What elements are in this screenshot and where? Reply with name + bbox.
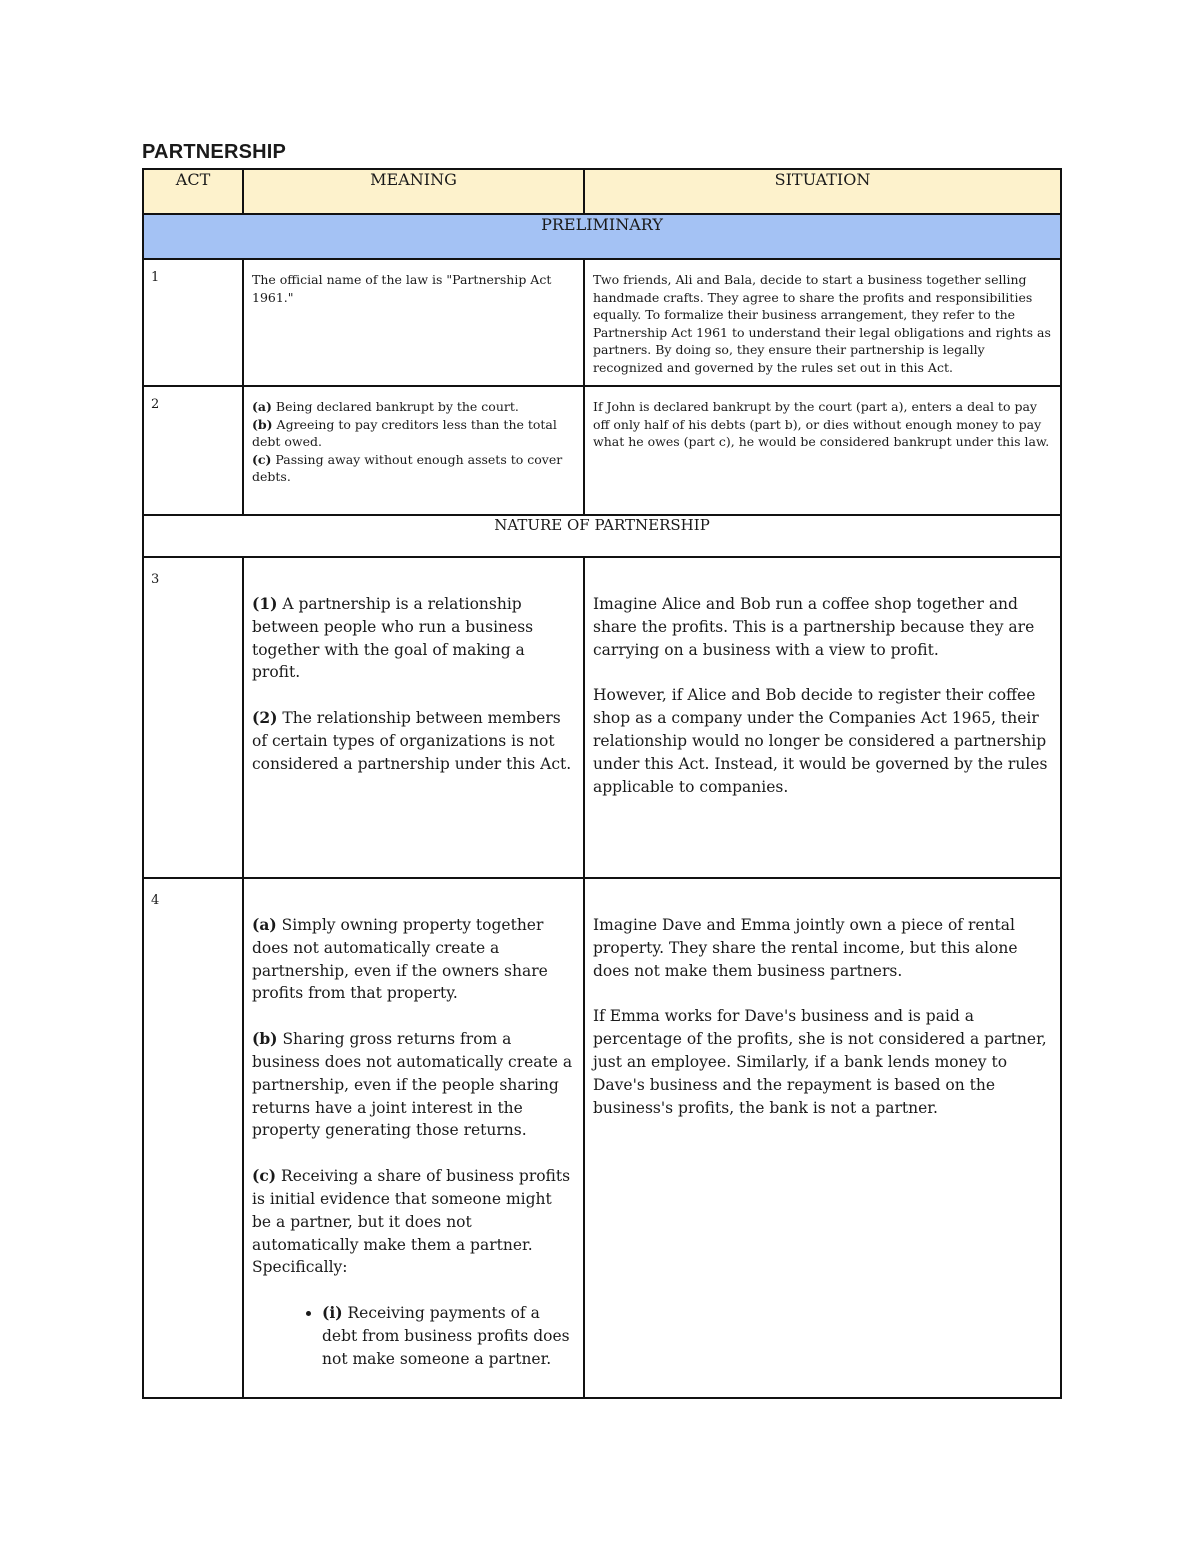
header-act: ACT xyxy=(143,169,243,214)
table-row xyxy=(143,878,1061,1398)
act-cell xyxy=(143,557,243,878)
page-title: PARTNERSHIP xyxy=(142,141,287,163)
situation-cell xyxy=(584,386,1061,515)
situation-text xyxy=(585,879,1060,1119)
section-row-preliminary xyxy=(143,214,1061,259)
header-meaning: MEANING xyxy=(243,169,584,214)
clause-text: Simply owning property together does not automatically create a partnership, even if the owners share profits from that property. xyxy=(252,916,548,1003)
clause-a xyxy=(252,398,575,416)
sub-clause-i xyxy=(322,1302,575,1370)
clause-text: Sharing gross returns from a business does not automatically create a partnership, even if the people sharing returns have a joint interest in the property generating those returns. xyxy=(252,1030,573,1140)
situation-cell xyxy=(584,557,1061,878)
act-number: 4 xyxy=(151,893,160,908)
clause-text: Receiving a share of business profits is initial evidence that someone might be a partner, but it does not automatically make them a partner. Specifically: xyxy=(252,1167,571,1277)
situation-paragraph: If Emma works for Dave's business and is paid a percentage of the profits, she is not considered a partner, just an employee. Similarly, if a bank lends money to Dave's business and the repayment is based on the business's profits, the bank is not a partner. xyxy=(593,1007,1047,1117)
clause-b xyxy=(252,1028,575,1142)
meaning-text: The official name of the law is "Partnership Act 1961." xyxy=(252,272,552,305)
clause-text: A partnership is a relationship between people who run a business together with the goal of making a profit. xyxy=(252,595,534,682)
section-title-preliminary: PRELIMINARY xyxy=(143,214,1061,259)
situation-paragraph: Imagine Dave and Emma jointly own a piece of rental property. They share the rental income, but this alone does not make them business partners. xyxy=(593,916,1018,980)
section-row-nature xyxy=(143,515,1061,557)
meaning-cell xyxy=(243,386,584,515)
situation-cell xyxy=(584,878,1061,1398)
act-number: 3 xyxy=(151,572,160,587)
sub-clause-list xyxy=(252,1302,575,1370)
clause-tag: (a) xyxy=(252,399,272,414)
act-number: 2 xyxy=(151,397,160,412)
clause-tag: (c) xyxy=(252,1166,277,1186)
meaning-cell xyxy=(243,878,584,1398)
clause-tag: (1) xyxy=(252,594,278,613)
meaning-text xyxy=(244,387,583,486)
table-row xyxy=(143,557,1061,878)
clause-text: Being declared bankrupt by the court. xyxy=(271,399,519,414)
situation-paragraph: However, if Alice and Bob decide to register their coffee shop as a company under the Companies Act 1965, their relationship would no longer be considered a partnership under this Act. Instead, it would be governed by the rules applicable to companies. xyxy=(593,686,1048,796)
situation-text: Two friends, Ali and Bala, decide to start a business together selling handmade crafts. They agree to share the profits and responsibilities equally. To formalize their business arrangement, they refer to the Partnership Act 1961 to understand their legal obligations and rights as partners. By doing so, they ensure their partnership is legally recognized and governed by the rules set out in this Act. xyxy=(593,272,1051,375)
clause-tag: (b) xyxy=(252,1029,278,1049)
clause-1 xyxy=(252,593,575,684)
clause-tag: (a) xyxy=(252,915,277,934)
meaning-cell xyxy=(243,259,584,386)
header-situation: SITUATION xyxy=(584,169,1061,214)
meaning-text xyxy=(244,879,583,1371)
situation-text: If John is declared bankrupt by the court (part a), enters a deal to pay off only half of his debts (part b), or dies without enough money to pay what he owes (part c), he would be considered bankrupt under this law. xyxy=(593,399,1050,449)
clause-2 xyxy=(252,707,575,775)
meaning-cell xyxy=(243,557,584,878)
clause-c xyxy=(252,451,575,486)
clause-text: The relationship between members of certain types of organizations is not considered a partnership under this Act. xyxy=(252,709,572,773)
clause-tag: (2) xyxy=(252,708,278,728)
clause-tag: (b) xyxy=(252,416,273,432)
meaning-text xyxy=(244,558,583,776)
clause-tag: (c) xyxy=(252,451,272,467)
clause-text: Agreeing to pay creditors less than the total debt owed. xyxy=(252,416,557,449)
clause-b xyxy=(252,416,575,451)
act-table xyxy=(142,168,1062,1399)
header-row xyxy=(143,169,1061,214)
act-number: 1 xyxy=(151,270,160,285)
section-title-nature: NATURE OF PARTNERSHIP xyxy=(143,515,1061,557)
act-cell xyxy=(143,878,243,1398)
act-cell xyxy=(143,259,243,386)
act-cell xyxy=(143,386,243,515)
situation-cell xyxy=(584,259,1061,386)
situation-paragraph: Imagine Alice and Bob run a coffee shop together and share the profits. This is a partnership because they are carrying on a business with a view to profit. xyxy=(593,595,1035,659)
table-row xyxy=(143,386,1061,515)
clause-a xyxy=(252,914,575,1005)
clause-tag: (i) xyxy=(322,1303,343,1323)
clause-text: Passing away without enough assets to cover debts. xyxy=(252,451,563,484)
table-row xyxy=(143,259,1061,386)
clause-c xyxy=(252,1165,575,1279)
situation-text xyxy=(585,558,1060,798)
clause-text: Receiving payments of a debt from business profits does not make someone a partner. xyxy=(322,1304,570,1368)
